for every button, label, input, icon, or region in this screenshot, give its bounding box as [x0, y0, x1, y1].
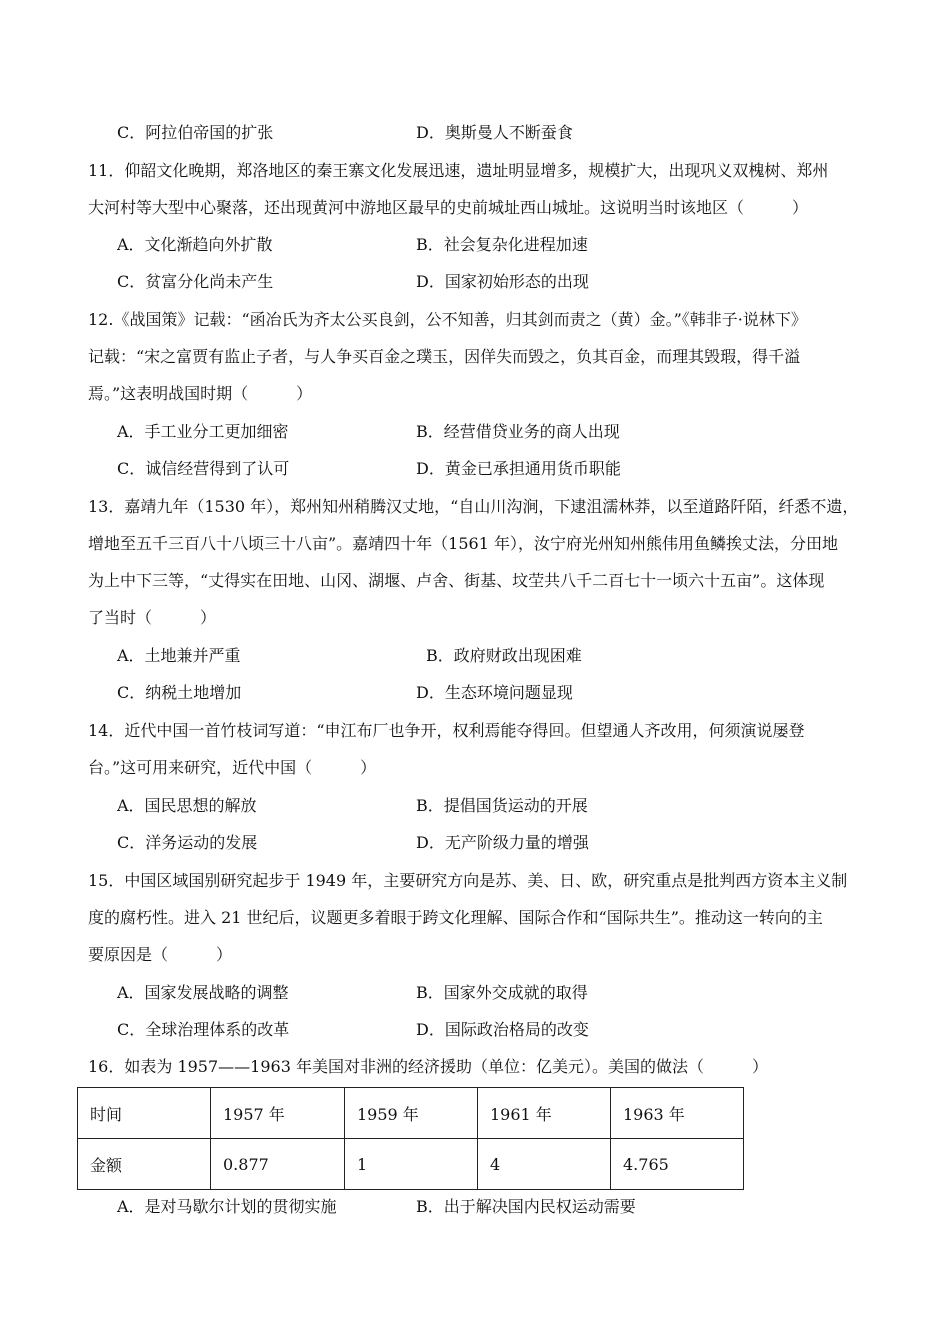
q15-stem-line-2: 度的腐朽性。进入 21 世纪后，议题更多着眼于跨文化理解、国际合作和“国际共生”。推动这一转向的主 — [88, 908, 823, 927]
q12-option-a: A．手工业分工更加细密 — [117, 422, 289, 441]
q12-option-c: C．诚信经营得到了认可 — [117, 459, 290, 478]
q15-stem-line-3: 要原因是（ ） — [88, 945, 233, 964]
q14-option-d: D．无产阶级力量的增强 — [416, 833, 589, 852]
q11-stem-line-1: 11．仰韶文化晚期，郑洛地区的秦王寨文化发展迅速，遗址明显增多，规模扩大，出现巩义双槐树、郑州 — [88, 161, 829, 180]
table-row — [78, 1139, 744, 1190]
q11-option-c: C．贫富分化尚未产生 — [117, 272, 274, 291]
q16-option-a: A．是对马歇尔计划的贯彻实施 — [117, 1197, 337, 1216]
q14-option-b: B．提倡国货运动的开展 — [416, 796, 588, 815]
table-cell: 1 — [345, 1139, 478, 1190]
q14-stem-line-2: 台。”这可用来研究，近代中国（ ） — [88, 758, 377, 777]
aid-table — [77, 1087, 744, 1190]
q16-option-b: B．出于解决国内民权运动需要 — [416, 1197, 636, 1216]
table-cell: 4.765 — [611, 1139, 744, 1190]
table-header-cell: 1957 年 — [211, 1088, 345, 1139]
q12-option-b: B．经营借贷业务的商人出现 — [416, 422, 620, 441]
table-header-cell: 1959 年 — [345, 1088, 478, 1139]
q14-option-a: A．国民思想的解放 — [117, 796, 257, 815]
q13-option-b: B．政府财政出现困难 — [426, 646, 582, 665]
q14-stem-line-1: 14．近代中国一首竹枝词写道：“申江布厂也争开，权利焉能夺得回。但望通人齐改用，何须演说屡登 — [88, 721, 805, 740]
q12-stem-line-2: 记载：“宋之富贾有监止子者，与人争买百金之璞玉，因佯失而毁之，负其百金，而理其毁瑕，得千溢 — [88, 347, 801, 366]
q12-option-d: D．黄金已承担通用货币职能 — [416, 459, 621, 478]
q15-option-a: A．国家发展战略的调整 — [117, 983, 289, 1002]
table-header-cell: 1961 年 — [478, 1088, 611, 1139]
q11-option-b: B．社会复杂化进程加速 — [416, 235, 588, 254]
q12-stem-line-1: 12.《战国策》记载：“函冶氏为齐太公买良剑，公不知善，归其剑而责之（黄）金。”《韩非子·说林下》 — [88, 310, 807, 329]
q11-stem-line-2: 大河村等大型中心聚落，还出现黄河中游地区最早的史前城址西山城址。这说明当时该地区（ ） — [88, 198, 809, 217]
q13-stem-line-2: 增地至五千三百八十八顷三十八亩”。嘉靖四十年（1561 年），汝宁府光州知州熊伟用鱼鳞挨丈法，分田地 — [88, 534, 838, 553]
q13-stem-line-4: 了当时（ ） — [88, 608, 217, 627]
q11-option-d: D．国家初始形态的出现 — [416, 272, 589, 291]
q16-stem: 16．如表为 1957——1963 年美国对非洲的经济援助（单位：亿美元）。美国的做法（ ） — [88, 1057, 768, 1076]
q10-option-c: C．阿拉伯帝国的扩张 — [117, 123, 274, 142]
table-cell: 金额 — [78, 1139, 211, 1190]
table-cell: 0.877 — [211, 1139, 345, 1190]
q15-stem-line-1: 15．中国区域国别研究起步于 1949 年，主要研究方向是苏、美、日、欧，研究重点是批判西方资本主义制 — [88, 871, 848, 890]
q15-option-d: D．国际政治格局的改变 — [416, 1020, 589, 1039]
table-cell: 4 — [478, 1139, 611, 1190]
q15-option-c: C．全球治理体系的改革 — [117, 1020, 290, 1039]
q13-option-d: D．生态环境问题显现 — [416, 683, 573, 702]
table-header-row — [78, 1088, 744, 1139]
q13-option-c: C．纳税土地增加 — [117, 683, 242, 702]
q13-stem-line-1: 13．嘉靖九年（1530 年），郑州知州稍腾汉丈地，“自山川沟涧，下逮沮濡林莽，以至道路阡陌，纤悉不遗， — [88, 497, 859, 516]
q13-option-a: A．土地兼并严重 — [117, 646, 241, 665]
q15-option-b: B．国家外交成就的取得 — [416, 983, 588, 1002]
q10-option-d: D．奥斯曼人不断蚕食 — [416, 123, 573, 142]
q11-option-a: A．文化渐趋向外扩散 — [117, 235, 273, 254]
q12-stem-line-3: 焉。”这表明战国时期（ ） — [88, 384, 313, 403]
table-header-cell: 1963 年 — [611, 1088, 744, 1139]
q14-option-c: C．洋务运动的发展 — [117, 833, 258, 852]
table-header-cell: 时间 — [78, 1088, 211, 1139]
q13-stem-line-3: 为上中下三等，“丈得实在田地、山冈、湖堰、卢舍、街基、坟茔共八千二百七十一顷六十五亩”。这体现 — [88, 571, 825, 590]
